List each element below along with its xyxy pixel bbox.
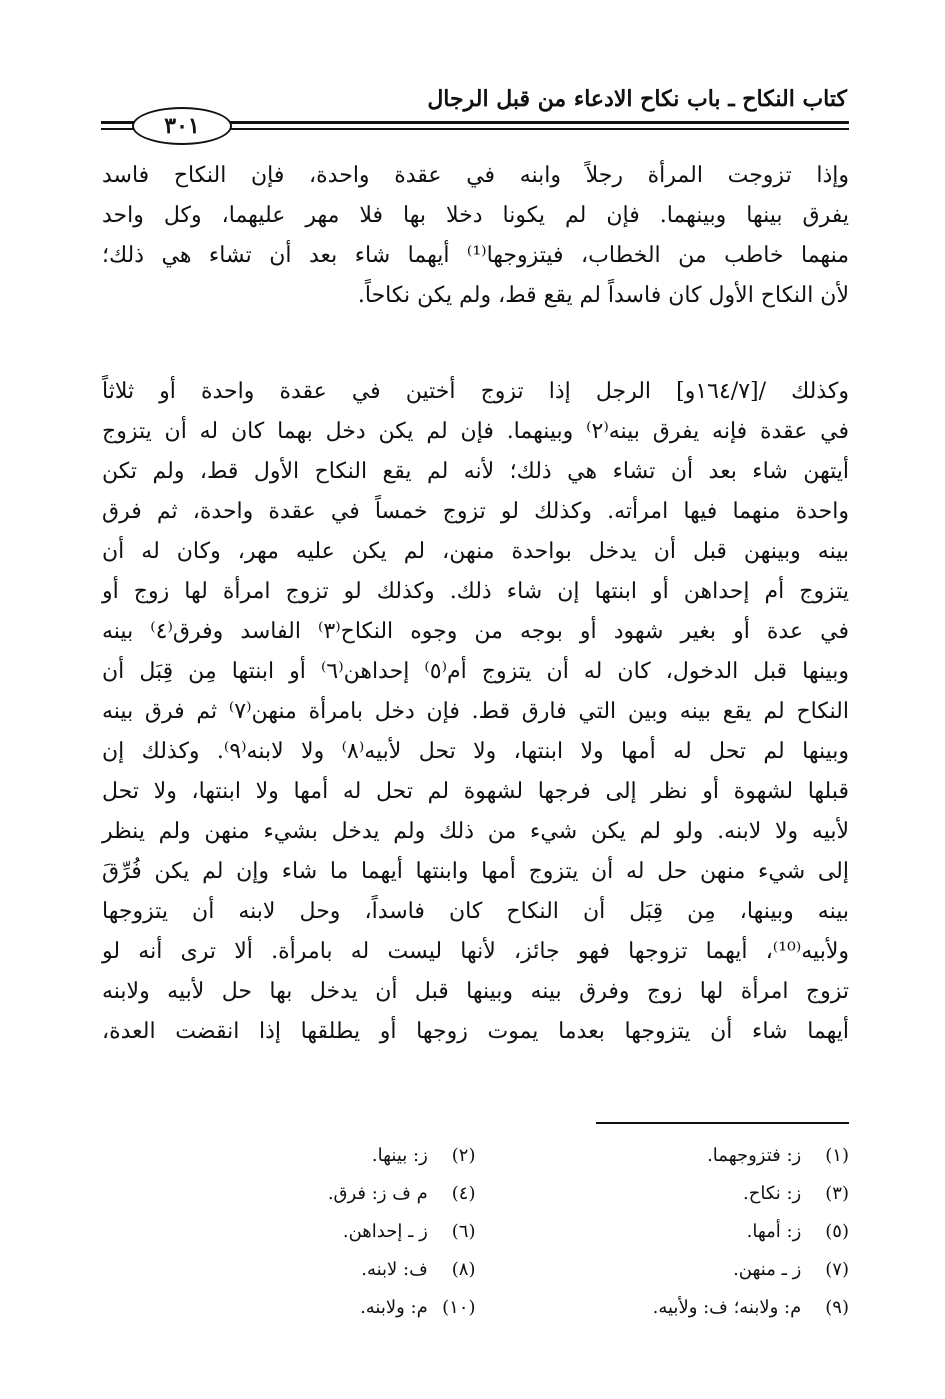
text-line: بينه وبينهن قبل أن يدخل بواحدة منهن، لم يكن عليه مهر، وكان له أن	[102, 539, 849, 564]
footnote-number: (١)	[825, 1144, 849, 1166]
paragraph-2	[102, 372, 849, 1052]
footnote-number: (٦)	[451, 1220, 476, 1242]
footnote	[102, 1259, 476, 1280]
text-line: واحدة منهما فيها امرأته. وكذلك لو تزوج خمساً في عقدة واحدة، ثم فرق	[102, 499, 849, 524]
footnote	[476, 1259, 850, 1280]
footnote-number: (٧)	[825, 1258, 849, 1280]
footnote	[476, 1297, 850, 1318]
text-line: أيتهن شاء بعد أن تشاء هي ذلك؛ لأنه لم يقع النكاح الأول قط، ولم تكن	[102, 459, 849, 484]
text-line: منهما خاطب من الخطاب، فيتزوجها⁽¹⁾ أيهما شاء بعد أن تشاء هي ذلك؛	[102, 243, 849, 268]
footnote-row	[102, 1136, 849, 1174]
text-line: أيهما شاء أن يتزوجها بعدما يموت زوجها أو يطلقها إذا انقضت العدة،	[102, 1019, 849, 1044]
footnote-number: (٤)	[451, 1182, 476, 1204]
text-line: ولأبيه⁽¹⁰⁾، أيهما تزوجها فهو جائز، لأنها ليست له بامرأة. ألا ترى أنه لو	[102, 939, 849, 964]
footnote-text: ز: بينها.	[371, 1144, 428, 1166]
text-line: في عدة أو بغير شهود أو بوجه من وجوه النكاح⁽٣⁾ الفاسد وفرق⁽٤⁾ بينه	[102, 619, 849, 644]
footnote-text: م ف ز: فرق.	[327, 1182, 428, 1204]
text-line: لأن النكاح الأول كان فاسداً لم يقع قط، ولم يكن نكاحاً.	[357, 283, 849, 308]
footnote-row	[102, 1212, 849, 1250]
footnote-row	[102, 1288, 849, 1326]
text-line: وبينها لم تحل له أمها ولا ابنتها، ولا تحل لأبيه⁽٨⁾ ولا لابنه⁽٩⁾. وكذلك إن	[102, 739, 850, 764]
text-line: يفرق بينها وبينهما. فإن لم يكونا دخلا بها فلا مهر عليهما، وكل واحد	[102, 203, 849, 228]
footnote-separator	[596, 1122, 849, 1124]
footnote-row	[102, 1250, 849, 1288]
footnote	[102, 1145, 476, 1166]
footnote	[102, 1221, 476, 1242]
text-line: وإذا تزوجت المرأة رجلاً وابنه في عقدة واحدة، فإن النكاح فاسد	[102, 163, 849, 188]
footnote	[476, 1145, 850, 1166]
page-number: ٣٠١	[132, 107, 232, 145]
footnote-text: م: ولابنه.	[360, 1296, 428, 1318]
footnote-text: ز: نكاح.	[743, 1182, 802, 1204]
footnote-text: م: ولابنه؛ ف: ولأبيه.	[652, 1296, 802, 1318]
footnote-number: (١٠)	[442, 1296, 476, 1318]
footnote	[102, 1183, 476, 1204]
text-line: إلى شيء منهن حل له أن يتزوج أمها وابنتها أيهما ما شاء وإن لم يكن فُرِّقَ	[102, 859, 849, 884]
footnote-number: (٥)	[825, 1220, 849, 1242]
text-line: يتزوج أم إحداهن أو ابنتها إن شاء ذلك. وكذلك لو تزوج امرأة لها زوج أو	[102, 579, 849, 604]
footnote	[476, 1183, 850, 1204]
footnote-text: ز: أمها.	[746, 1220, 802, 1242]
running-header-title: كتاب النكاح ـ باب نكاح الادعاء من قبل الرجال	[427, 86, 847, 112]
footnote-number: (٩)	[825, 1296, 849, 1318]
footnote-text: ز ـ إحداهن.	[342, 1220, 428, 1242]
text-line: بينه وبينها، مِن قِبَل أن النكاح كان فاسداً، وحل لابنه أن يتزوجها	[102, 899, 849, 924]
text-line: وبينها قبل الدخول، كان له أن يتزوج أم⁽٥⁾ إحداهن⁽٦⁾ أو ابنتها مِن قِبَل أن	[102, 659, 849, 684]
paragraph-1	[102, 156, 849, 316]
footnote	[476, 1221, 850, 1242]
text-line: وكذلك /[١٦٤/٧و] الرجل إذا تزوج أختين في عقدة واحدة أو ثلاثاً	[102, 379, 849, 404]
footnote	[102, 1297, 476, 1318]
text-line: في عقدة فإنه يفرق بينه⁽٢⁾ وبينهما. فإن لم يكن دخل بهما كان له أن يتزوج	[102, 419, 849, 444]
footnote-number: (٣)	[825, 1182, 849, 1204]
text-line: النكاح لم يقع بينه وبين التي فارق قط. فإن دخل بامرأة منهن⁽٧⁾ ثم فرق بينه	[102, 699, 849, 724]
text-line: لأبيه ولا لابنه. ولو لم يكن شيء من ذلك ولم يدخل بشيء منهن ولم ينظر	[102, 819, 849, 844]
text-line: قبلها لشهوة أو نظر إلى فرجها لشهوة لم تحل له أمها ولا ابنتها، ولا تحل	[102, 779, 849, 804]
footnote-text: ز ـ منهن.	[733, 1258, 802, 1280]
footnote-number: (٨)	[451, 1258, 476, 1280]
text-line: تزوج امرأة لها زوج وفرق بينه وبينها قبل أن يدخل بها حل لأبيه ولابنه	[102, 979, 849, 1004]
footnotes	[102, 1136, 849, 1326]
footnote-text: ف: لابنه.	[361, 1258, 428, 1280]
footnote-number: (٢)	[451, 1144, 476, 1166]
footnote-text: ز: فتزوجهما.	[707, 1144, 802, 1166]
footnote-row	[102, 1174, 849, 1212]
